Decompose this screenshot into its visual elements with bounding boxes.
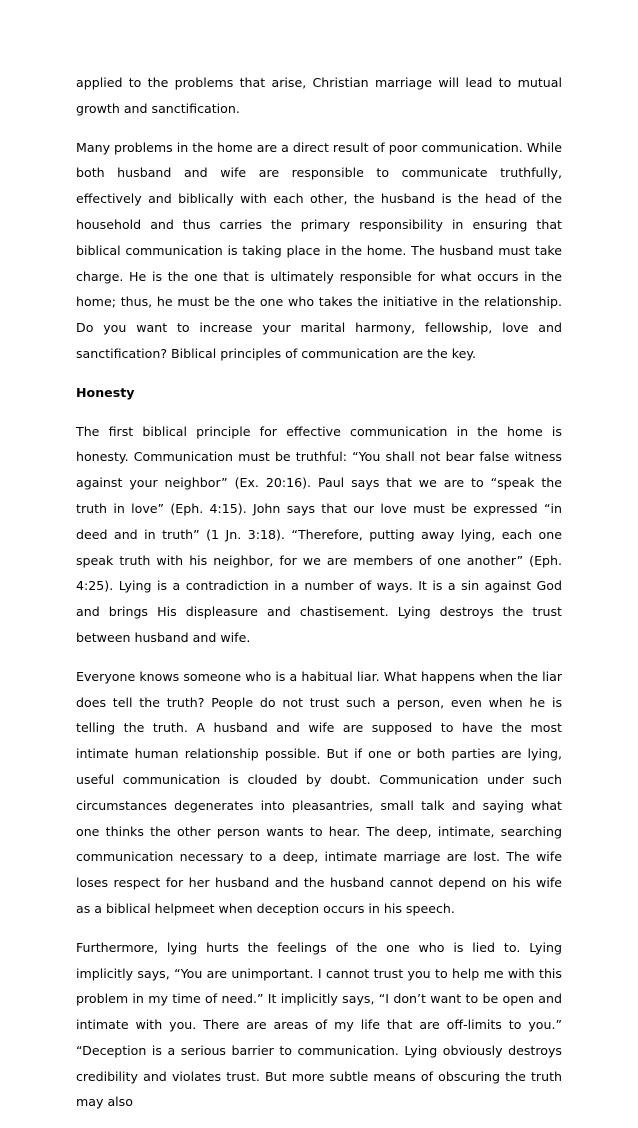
paragraph-lying-hurts: Furthermore, lying hurts the feelings of the one who is lied to. Lying implicitly says, “You are unimportant. I cannot trust you to help me with this problem in my time of need.” It implicitly says, “I don’t want to be open and intimate with you. There are areas of my life that are off-limits to you.” “Deception is a serious barrier to communication. Lying obviously destroys credibility and violates trust. But more subtle means of obscuring the truth may also [76, 939, 562, 1110]
paragraph-habitual-liar: Everyone knows someone who is a habitual liar. What happens when the liar does tell the truth? People do not trust such a person, even when he is telling the truth. A husband and wife are supposed to have the most intimate human relationship possible. But if one or both parties are lying, useful communication is clouded by doubt. Communication under such circumstances degenerates into pleasantries, small talk and saying what one thinks the other person wants to hear. The deep, intimate, searching communication necessary to a deep, intimate marriage are lost. The wife loses respect for her husband and the husband cannot depend on his wife as a biblical helpmeet when deception occurs in his speech. [76, 668, 562, 916]
paragraph-sanctification: applied to the problems that arise, Christian marriage will lead to mutual growth and sanctification. [76, 75, 562, 116]
paragraph-honesty-principle: The first biblical principle for effective communication in the home is honesty. Communication must be truthful: “You shall not bear false witness against your neighbor” (Ex. 20:16). Paul says that we are to “speak the truth in love” (Eph. 4:15). John says that our love must be expressed “in deed and in truth” (1 Jn. 3:18). “Therefore, putting away lying, each one speak truth with his neighbor, for we are members of one another” (Eph. 4:25). Lying is a contradiction in a number of ways. It is a sin against God and brings His displeasure and chastisement. Lying destroys the trust between husband and wife. [76, 423, 562, 645]
section-heading-honesty: Honesty [76, 384, 135, 400]
paragraph-poor-communication: Many problems in the home are a direct result of poor communication. While both husband and wife are responsible to communicate truthfully, effectively and biblically with each other, the husband is the head of the household and thus carries the primary responsibility in ensuring that biblical communication is taking place in the home. The husband must take charge. He is the one that is ultimately responsible for what occurs in the home; thus, he must be the one who takes the initiative in the relationship. Do you want to increase your marital harmony, fellowship, love and sanctification? Biblical principles of communication are the key. [76, 139, 562, 361]
document-page [76, 70, 562, 1128]
